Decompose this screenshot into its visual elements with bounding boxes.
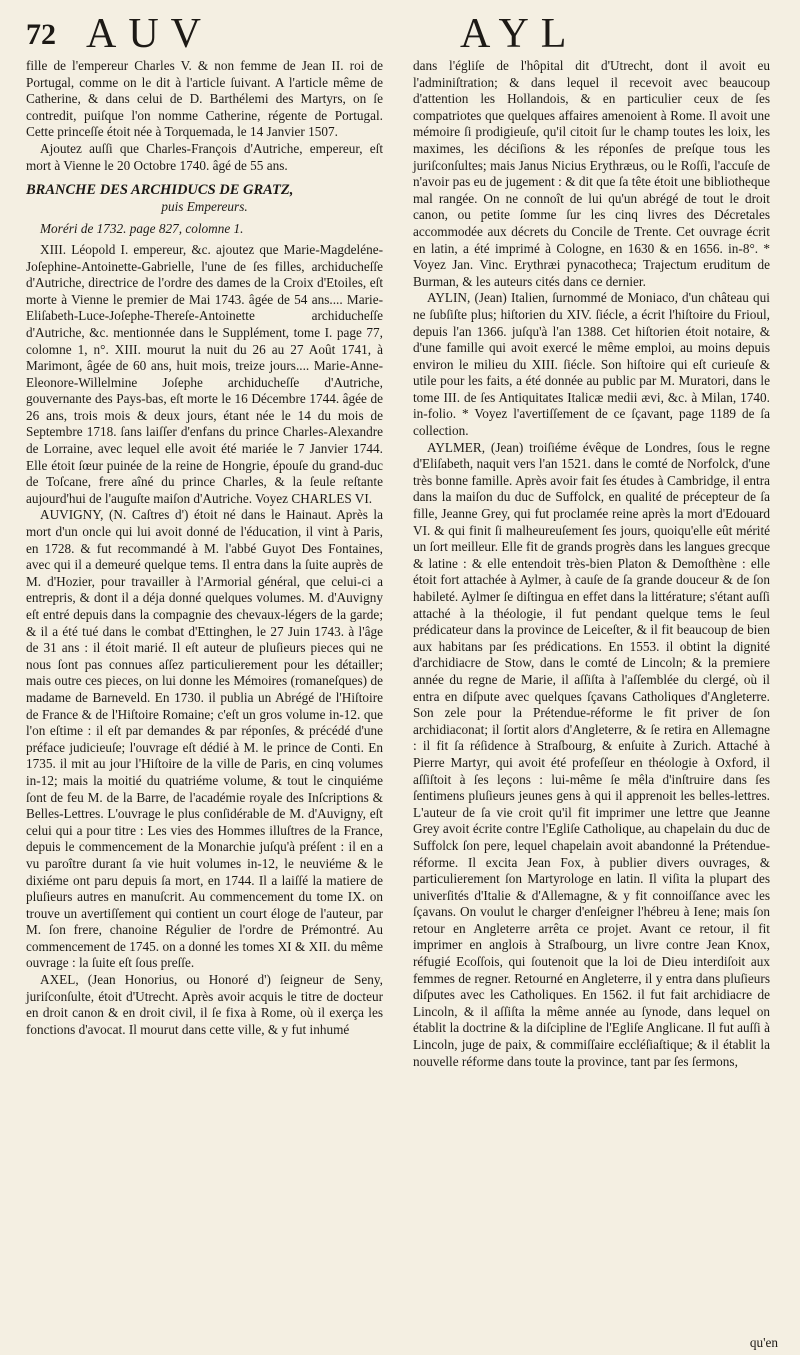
entry-axel: AXEL, (Jean Honorius, ou Honoré d') ſeigneur de Seny, juriſconſulte, étoit d'Utrecht. Après avoir acquis le titre de docteur en droit canon & en droit civil, il ſe fixa à Rome, où il exerça les fonctions d'avocat. Il mourut dans cette ville, & y fut inhumé — [26, 972, 383, 1037]
entry-axel-continuation: dans l'égliſe de l'hôpital dit d'Utrecht, dont il avoit eu l'adminiſtration; & dans lequel il recevoit avec beaucoup d'attention les Hollandois, & en particulier ceux de ſes compatriotes que quelques affaires amenoient à Rome. Il avoit une mémoire ſi prodigieuſe, qu'il citoit ſur le champ toutes les loix, les maximes, les déciſions & les réponſes de preſque tous les juriſconſultes; mais Janus Nicius Erythræus, ou le Roſſi, l'accuſe de n'avoir pas eu de jugement : & dit que ſa tête étoit une bibliotheque mal rangée. On ne connoît de lui qu'un abrégé de tout le droit canon, ou petite ſomme ſur les cinq livres des Décretales accommodée aux décrets du Concile de Trente. Cet ouvrage écrit en latin, a été imprimé à Cologne, en 1630 & en 1656. in-8°. * Voyez Jan. Vinc. Erythræi pynacotheca; Trajectum eruditum de Burman, & les auteurs cités dans ce dernier. — [413, 58, 770, 289]
section-reference: Moréri de 1732. page 827, colomne 1. — [40, 221, 244, 237]
header-left-word: AUV — [86, 11, 213, 57]
page-number: 72 — [26, 18, 56, 51]
header-right-word: AYL — [460, 11, 579, 57]
entry-auvigny: AUVIGNY, (N. Caſtres d') étoit né dans le Hainaut. Après la mort d'un oncle qui lui avoit donné de l'éducation, il vint à Paris, en 1728. & fut recommandé à M. l'abbé Guyot Des Fontaines, avec qui il a demeuré quelque tems. Il entra dans la ſuite auprès de M. d'Hozier, pour travailler à l'Armorial général, que celui-ci a entrepris, & dont il a déja donné quelques volumes. M. d'Auvigny eſt entré depuis dans la compagnie des chevaux-légers de la garde; & il a été tué dans le combat d'Ettinghen, le 27 Juin 1743. à l'âge de 31 ans : il étoit marié. Il eſt auteur de pluſieurs pieces qui ne nous ſont pas connues aſſez particulierement pour les détailler; mais outre ces pieces, on lui donne les Mémoires (romaneſques) de madame de Barneveld. En 1730. il publia un Abrégé de l'Hiſtoire de France & de l'Hiſtoire Romaine; c'eſt un gros volume in-12. que l'on eſtime : il eſt par demandes & par réponſes, & précédé d'une préface judicieuſe; l'ouvrage eſt dédié à M. le prince de Conti. En 1735. il mit au jour l'Hiſtoire de la ville de Paris, en cinq volumes in-12; mais la moitié du quatriéme volume, & tout le cinquiéme ſont de feu M. de la Barre, de l'académie royale des Inſcriptions & Belles-Lettres. L'ouvrage le plus conſidérable de M. d'Auvigny, eſt celui qui a pour titre : Les vies des Hommes illuſtres de la France, depuis le commencement de la Monarchie juſqu'à préſent : il en a vu paroître durant ſa vie huit volumes in-12, le neuviéme & le dixiéme ont paru depuis ſa mort, en 1744. Il a laiſſé la matiere de pluſieurs autres en manuſcrit. Au commencement du tome IX. on trouve un avertiſſement qui contient un court éloge de l'auteur, par M. ſon frere, chanoine Régulier de l'ordre de Prémontré. Au commencement de 1745. on a donné les tomes XI & XII. du même ouvrage : la ſuite eſt ſous preſſe. — [26, 507, 383, 971]
entry-continuation: fille de l'empereur Charles V. & non femme de Jean II. roi de Portugal, comme on le dit à l'article ſuivant. A l'article même de Catherine, & dans celui de D. Barthélemi des Martyrs, on ſe contredit, puiſque l'on nomme Catherine, régente de Portugal. Cette princeſſe étoit née à Torquemada, le 14 Janvier 1507. — [26, 58, 383, 140]
left-column — [26, 58, 383, 1038]
entry-leopold: XIII. Léopold I. empereur, &c. ajoutez que Marie-Magdeléne-Joſephine-Antoinette-Gabrielle, l'une de ſes filles, archiducheſſe d'Autriche, directrice de l'ordre des dames de la Croix d'Etoiles, eſt morte à Vienne le premier de Mai 1743. âgée de 54 ans.... Marie-Eliſabeth-Luce-Joſephe-Thereſe-Antoinette archiducheſſe d'Autriche, &c. mentionnée dans le Supplément, tome I. page 77, colomne 1, n°. XIII. mourut la nuit du 26 au 27 Août 1741, à Marimont, âgée de 60 ans, huit mois, treize jours.... Marie-Anne-Eleonore-Willelmine Joſephe archiducheſſe d'Autriche, gouvernante des Pays-bas, eſt morte le 16 Décembre 1744. âgée de 26 ans, trois mois & deux jours, étant née le 14 du mois de Septembre 1718. ſans laiſſer d'enfans du prince Charles-Alexandre de Lorraine, avec lequel elle avoit été mariée le 7 Janvier 1744. Elle étoit ſœur puinée de la reine de Hongrie, épouſe du grand-duc de Toſcane, frere aîné du prince Charles, & la ſeule reſtante aujourd'hui de l'auguſte maiſon d'Autriche. Voyez CHARLES VI. — [26, 241, 383, 506]
section-title: BRANCHE DES ARCHIDUCS DE GRATZ, — [26, 182, 294, 199]
catchword: qu'en — [749, 1335, 778, 1350]
section-subtitle: puis Empereurs. — [161, 198, 248, 214]
running-header — [26, 8, 780, 57]
entry-addendum: Ajoutez auſſi que Charles-François d'Autriche, empereur, eſt mort à Vienne le 20 Octobre 1740. âgé de 55 ans. — [26, 140, 383, 173]
entry-aylin: AYLIN, (Jean) Italien, ſurnommé de Moniaco, d'un château qui ne ſubſiſte plus; hiſtorien du XIV. ſiécle, a écrit l'hiſtoire du Frioul, depuis l'an 1366. juſqu'à l'an 1388. Cet hiſtorien étoit notaire, & d'une famille qui avoit exercé le même emploi, au moins depuis environ le milieu du XIII. ſiécle. Son hiſtoire qui eſt curieuſe & utile pour les faits, a été donnée au public par M. Muratori, dans le tome III. de ſes Antiquitates Italicæ medii ævi, &c. à Milan, 1740. in-folio. * Voyez l'avertiſſement de ce ſçavant, page 1189 de ſa collection. — [413, 290, 770, 439]
entry-aylmer: AYLMER, (Jean) troiſiéme évêque de Londres, ſous le regne d'Eliſabeth, naquit vers l'an 1521. dans le comté de Norfolck, d'une très bonne famille. Après avoir fait ſes études à Cambridge, il entra dans la maiſon du duc de Suffolck, en qualité de précepteur de ſa fille, Jeanne Grey, qui fut proclamée reine après la mort d'Edouard VI. & qui finit ſi malheureuſement ſes jours, quoiqu'elle eût mérité un ſort meilleur. Elle fit de grands progrès dans les langues grecque & latine : & elle entendoit très-bien Platon & Demoſthène : elle étoit fort attachée à Aylmer, à cauſe de ſa grande douceur & de ſon habileté. Aylmer ſe diſtingua en effet dans la littérature; s'étant auſſi attaché à la théologie, il fut pendant quelque tems le ſeul prédicateur dans la province de Leiceſter, & il fit beaucoup de bien aux habitans par ſes prédications. En 1553. il obtint la dignité d'archidiacre de Stow, dans le comté de Lincoln; & la premiere année du regne de Marie, il aſſiſta à l'aſſemblée du clergé, où il entra en diſpute avec quelques ſçavans Catholiques d'Angleterre. Son zele pour la Prétendue-réforme le fit priver de ſon archidiaconat; il ſortit alors d'Angleterre, & ſe retira en Allemagne : il fit ſa réſidence à Straſbourg, & enſuite à Zurich. Attaché à Pierre Martyr, qui avoit été profeſſeur en théologie à Oxford, il aſſiſtoit à ſes leçons : lui-même ſe mêla d'inſtruire dans ſes ſentimens pluſieurs jeunes gens à qui il apprenoit les belles-lettres. L'auteur de ſa vie croit qu'il fit imprimer une lettre que Jeanne Grey avoit écrite contre l'Egliſe Catholique, au chapelain du duc de Suffolck ſon pere, lequel chapelain avoit abandonné la Prétendue-réforme. Il excita Jean Fox, à publier divers ouvrages, & particulierement ſon Martyrologe en latin. Il viſita la plupart des univerſités d'Italie & d'Allemagne, & y fit connoiſſance avec les ſçavans. On voulut le charger d'enſeigner l'hébreu à Iene; mais ſon retour en Angleterre arrêta ce projet. Avant ce retour, il fit imprimer en anglois à Straſbourg, un livre contre Jean Knox, réfugié Ecoſſois, qui ſoutenoit que la loi de Dieu interdiſoit aux femmes de regner. Retourné en Angleterre, il y entra dans pluſieurs diſputes avec les Catholiques. En 1562. il fut fait archidiacre de Lincoln, & il aſſiſta la même année au ſynode, dans lequel on établit la doctrine & la diſcipline de l'Egliſe Anglicane. Il fut auſſi à Lincoln, juge de paix, & commiſſaire eccléſiaſtique; & il établit la nouvelle réforme dans toute la province, tant par ſes ſermons, — [413, 439, 770, 1069]
right-column — [413, 58, 770, 1070]
